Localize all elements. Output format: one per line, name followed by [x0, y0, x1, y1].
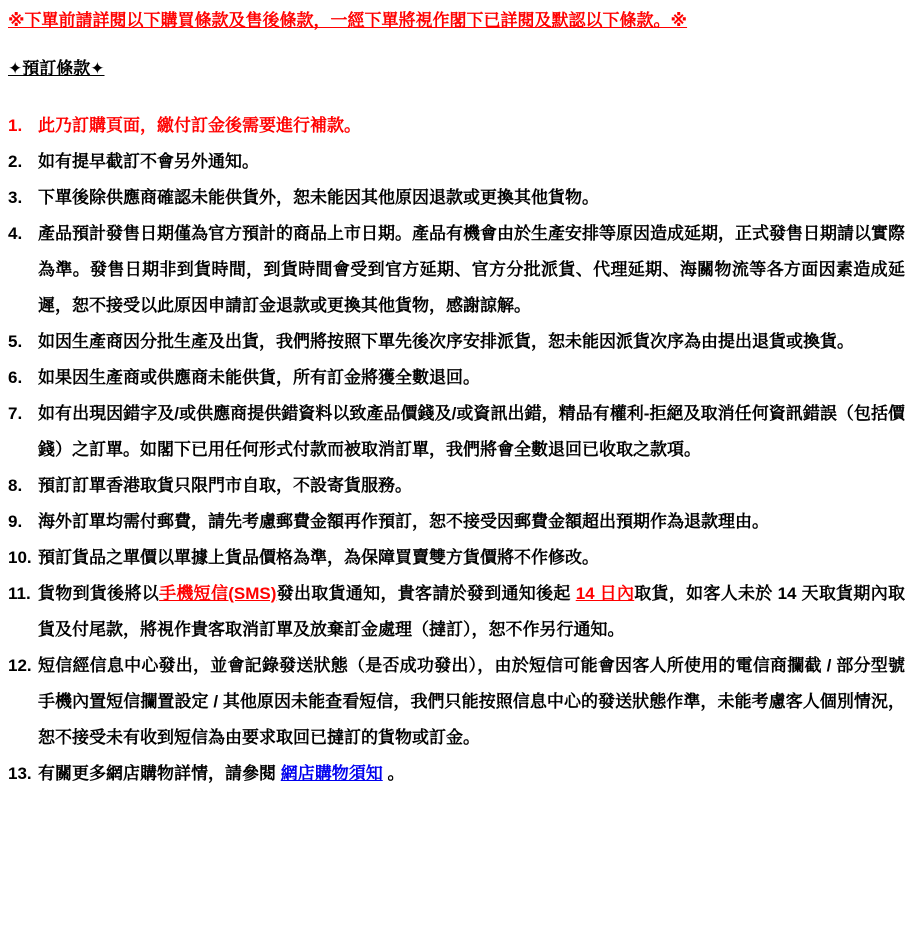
term-text-segment: 如果因生產商或供應商未能供貨，所有訂金將獲全數退回。: [38, 368, 480, 387]
term-text-segment: 海外訂單均需付郵費，請先考慮郵費金額再作預訂，恕不接受因郵費金額超出預期作為退款理由。: [38, 512, 769, 531]
term-text-segment: 貨物到貨後將以: [38, 584, 160, 603]
term-text-segment: 。: [382, 764, 405, 783]
term-text: [38, 144, 905, 180]
term-item: [8, 504, 905, 540]
term-text-segment: 發出取貨通知，貴客請於發到通知後起: [276, 584, 576, 603]
term-item: [8, 648, 905, 756]
terms-list: [8, 108, 905, 792]
term-text-segment: 取貨，如客人未於 14 天取貨期內取貨及付尾款，將視作貴客取消訂單及放棄訂金處理（撻訂），恕不作另行通知。: [38, 584, 905, 639]
term-item: [8, 144, 905, 180]
term-number: 7.: [8, 404, 23, 423]
term-number: 2.: [8, 152, 23, 171]
term-text: [38, 216, 905, 324]
term-text-segment: 下單後除供應商確認未能供貨外，恕未能因其他原因退款或更換其他貨物。: [38, 188, 599, 207]
term-item: [8, 756, 905, 792]
term-text: [38, 468, 905, 504]
term-number: 10.: [8, 548, 32, 567]
term-text-segment: 此乃訂購頁面，繳付訂金後需要進行補款。: [38, 116, 361, 135]
term-text-segment: 預訂貨品之單價以單據上貨品價格為準，為保障買賣雙方貨價將不作修改。: [38, 548, 599, 567]
term-item: [8, 396, 905, 468]
term-text-segment: 短信經信息中心發出，並會記錄發送狀態（是否成功發出），由於短信可能會因客人所使用的電信商攔截 / 部分型號手機內置短信攔置設定 / 其他原因未能查看短信，我們只能按照信息中心的發送狀態作準，未能考慮客人個別情況，恕不接受未有收到短信為由要求取回已撻訂的貨物或訂金。: [38, 656, 905, 747]
sms-highlight: 手機短信(SMS): [159, 584, 277, 603]
term-text: [38, 648, 905, 756]
term-text-segment: 如因生產商因分批生產及出貨，我們將按照下單先後次序安排派貨，恕未能因派貨次序為由提出退貨或換貨。: [38, 332, 854, 351]
term-text-segment: 如有出現因錯字及/或供應商提供錯資料以致產品價錢及/或資訊出錯，精品有權利-拒絕及取消任何資訊錯誤（包括價錢）之訂單。如閣下已用任何形式付款而被取消訂單，我們將會全數退回已收取之款項。: [38, 404, 905, 459]
term-text: [38, 504, 905, 540]
term-number: 3.: [8, 188, 23, 207]
term-text: [38, 324, 905, 360]
term-number: 6.: [8, 368, 23, 387]
deadline-highlight: 14 日內: [575, 584, 635, 603]
term-item: [8, 468, 905, 504]
term-text-segment: 預訂訂單香港取貨只限門市自取，不設寄貨服務。: [38, 476, 412, 495]
term-item: [8, 180, 905, 216]
term-number: 8.: [8, 476, 23, 495]
term-text-segment: 產品預計發售日期僅為官方預計的商品上市日期。產品有機會由於生產安排等原因造成延期，正式發售日期請以實際為準。發售日期非到貨時間，到貨時間會受到官方延期、官方分批派貨、代理延期、海關物流等各方面因素造成延遲，恕不接受以此原因申請訂金退款或更換其他貨物，感謝諒解。: [38, 224, 905, 315]
term-number: 9.: [8, 512, 23, 531]
term-item: [8, 108, 905, 144]
section-title-preorder-terms: ✦預訂條款✦: [8, 59, 105, 78]
term-text: [38, 756, 905, 792]
term-item: [8, 540, 905, 576]
term-text-segment: 如有提早截訂不會另外通知。: [38, 152, 259, 171]
term-number: 5.: [8, 332, 23, 351]
term-item: [8, 576, 905, 648]
term-text: [38, 180, 905, 216]
term-item: [8, 360, 905, 396]
term-number: 12.: [8, 656, 32, 675]
term-text: [38, 108, 905, 144]
term-number: 11.: [8, 584, 31, 603]
term-text: [38, 576, 905, 648]
term-number: 13.: [8, 764, 32, 783]
term-text: [38, 540, 905, 576]
term-number: 4.: [8, 224, 23, 243]
purchase-notice-banner: ※下單前請詳閱以下購買條款及售後條款，一經下單將視作閣下已詳閱及默認以下條款。※: [8, 11, 688, 30]
term-number: 1.: [8, 116, 23, 135]
term-text: [38, 396, 905, 468]
term-item: [8, 324, 905, 360]
link-shop-notice[interactable]: 網店購物須知: [280, 764, 383, 783]
term-text-segment: 有關更多網店購物詳情，請參閱: [38, 764, 281, 783]
term-text: [38, 360, 905, 396]
term-item: [8, 216, 905, 324]
